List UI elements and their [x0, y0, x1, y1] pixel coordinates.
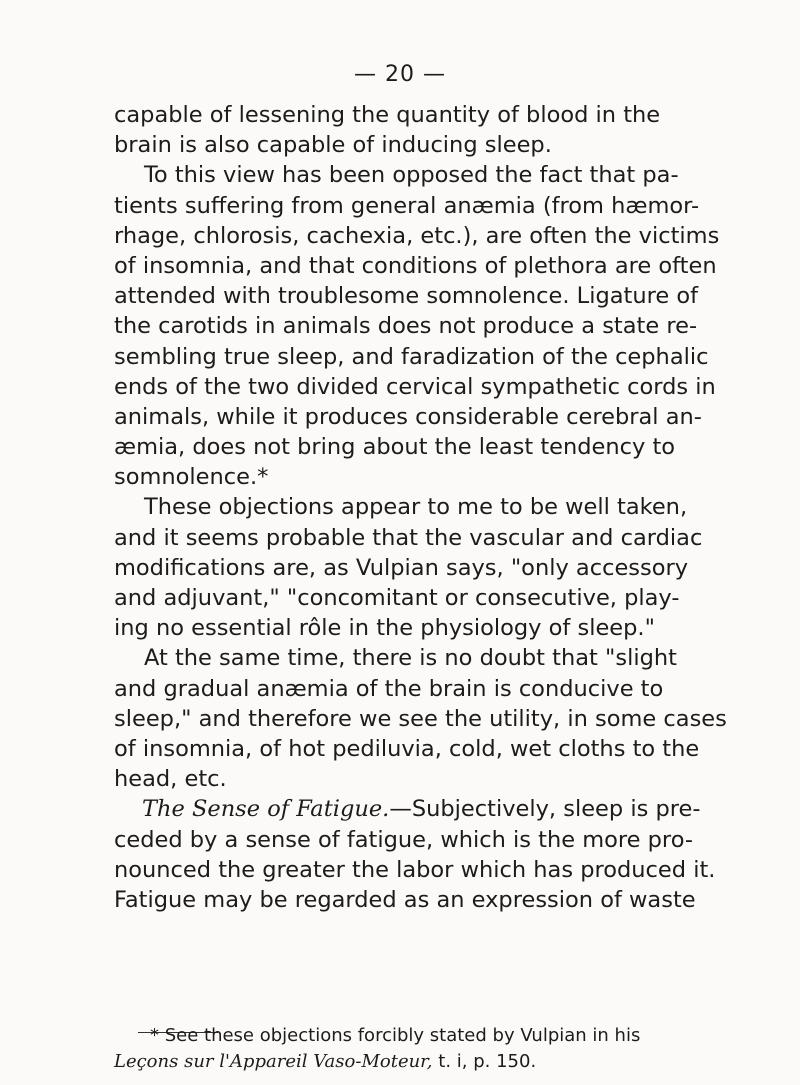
- text-line: and gradual anæmia of the brain is conducive to: [114, 675, 664, 702]
- text-line: rhage, chlorosis, cachexia, etc.), are often the victims: [114, 222, 720, 249]
- footnote-line: * See these objections forcibly stated by Vulpian in his: [150, 1025, 641, 1046]
- text-line: capable of lessening the quantity of blood in the: [114, 102, 661, 128]
- text-line: of insomnia, of hot pediluvia, cold, wet cloths to the: [114, 735, 700, 762]
- text-line: somnolence.*: [114, 464, 269, 491]
- section-lead: —Subjectively, sleep is pre-: [389, 796, 701, 823]
- text-line: Fatigue may be regarded as an expression of waste: [114, 886, 696, 913]
- text-line: brain is also capable of inducing sleep.: [114, 132, 552, 159]
- text-line: ends of the two divided cervical sympathetic cords in: [114, 373, 716, 400]
- text-line: To this view has been opposed the fact that pa-: [144, 162, 679, 189]
- section-lead-line: [114, 794, 714, 824]
- footnote-reference: [114, 1049, 734, 1075]
- text-line: animals, while it produces considerable cerebral an-: [114, 403, 702, 430]
- text-line: These objections appear to me to be well taken,: [144, 494, 688, 521]
- page-number: — 20 —: [354, 62, 446, 87]
- text-line: ceded by a sense of fatigue, which is the more pro-: [114, 826, 693, 853]
- text-line: and it seems probable that the vascular and cardiac: [114, 524, 703, 551]
- text-line: sleep," and therefore we see the utility, in some cases: [114, 705, 727, 732]
- text-line: of insomnia, and that conditions of plethora are often: [114, 252, 717, 279]
- body-text: [114, 100, 727, 915]
- text-line: and adjuvant," "concomitant or consecutive, play-: [114, 585, 680, 611]
- footnote-reference-title: Leçons sur l'Appareil Vaso-Moteur,: [114, 1051, 433, 1072]
- footnote-reference-detail: t. i, p. 150.: [432, 1051, 537, 1072]
- text-line: tients suffering from general anæmia (from hæmor-: [114, 192, 700, 219]
- text-line: æmia, does not bring about the least tendency to: [114, 434, 676, 461]
- text-line: head, etc.: [114, 766, 227, 793]
- text-line: At the same time, there is no doubt that "slight: [144, 645, 677, 672]
- footnote: [114, 1023, 734, 1075]
- text-line: sembling true sleep, and faradization of the cephalic: [114, 343, 709, 370]
- text-line: the carotids in animals does not produce a state re-: [114, 313, 698, 340]
- text-line: attended with troublesome somnolence. Ligature of: [114, 283, 699, 310]
- text-line: modifications are, as Vulpian says, "only accessory: [114, 554, 689, 581]
- text-line: ing no essential rôle in the physiology of sleep.": [114, 615, 655, 642]
- section-heading: The Sense of Fatigue.: [142, 796, 390, 823]
- text-line: nounced the greater the labor which has produced it.: [114, 856, 716, 883]
